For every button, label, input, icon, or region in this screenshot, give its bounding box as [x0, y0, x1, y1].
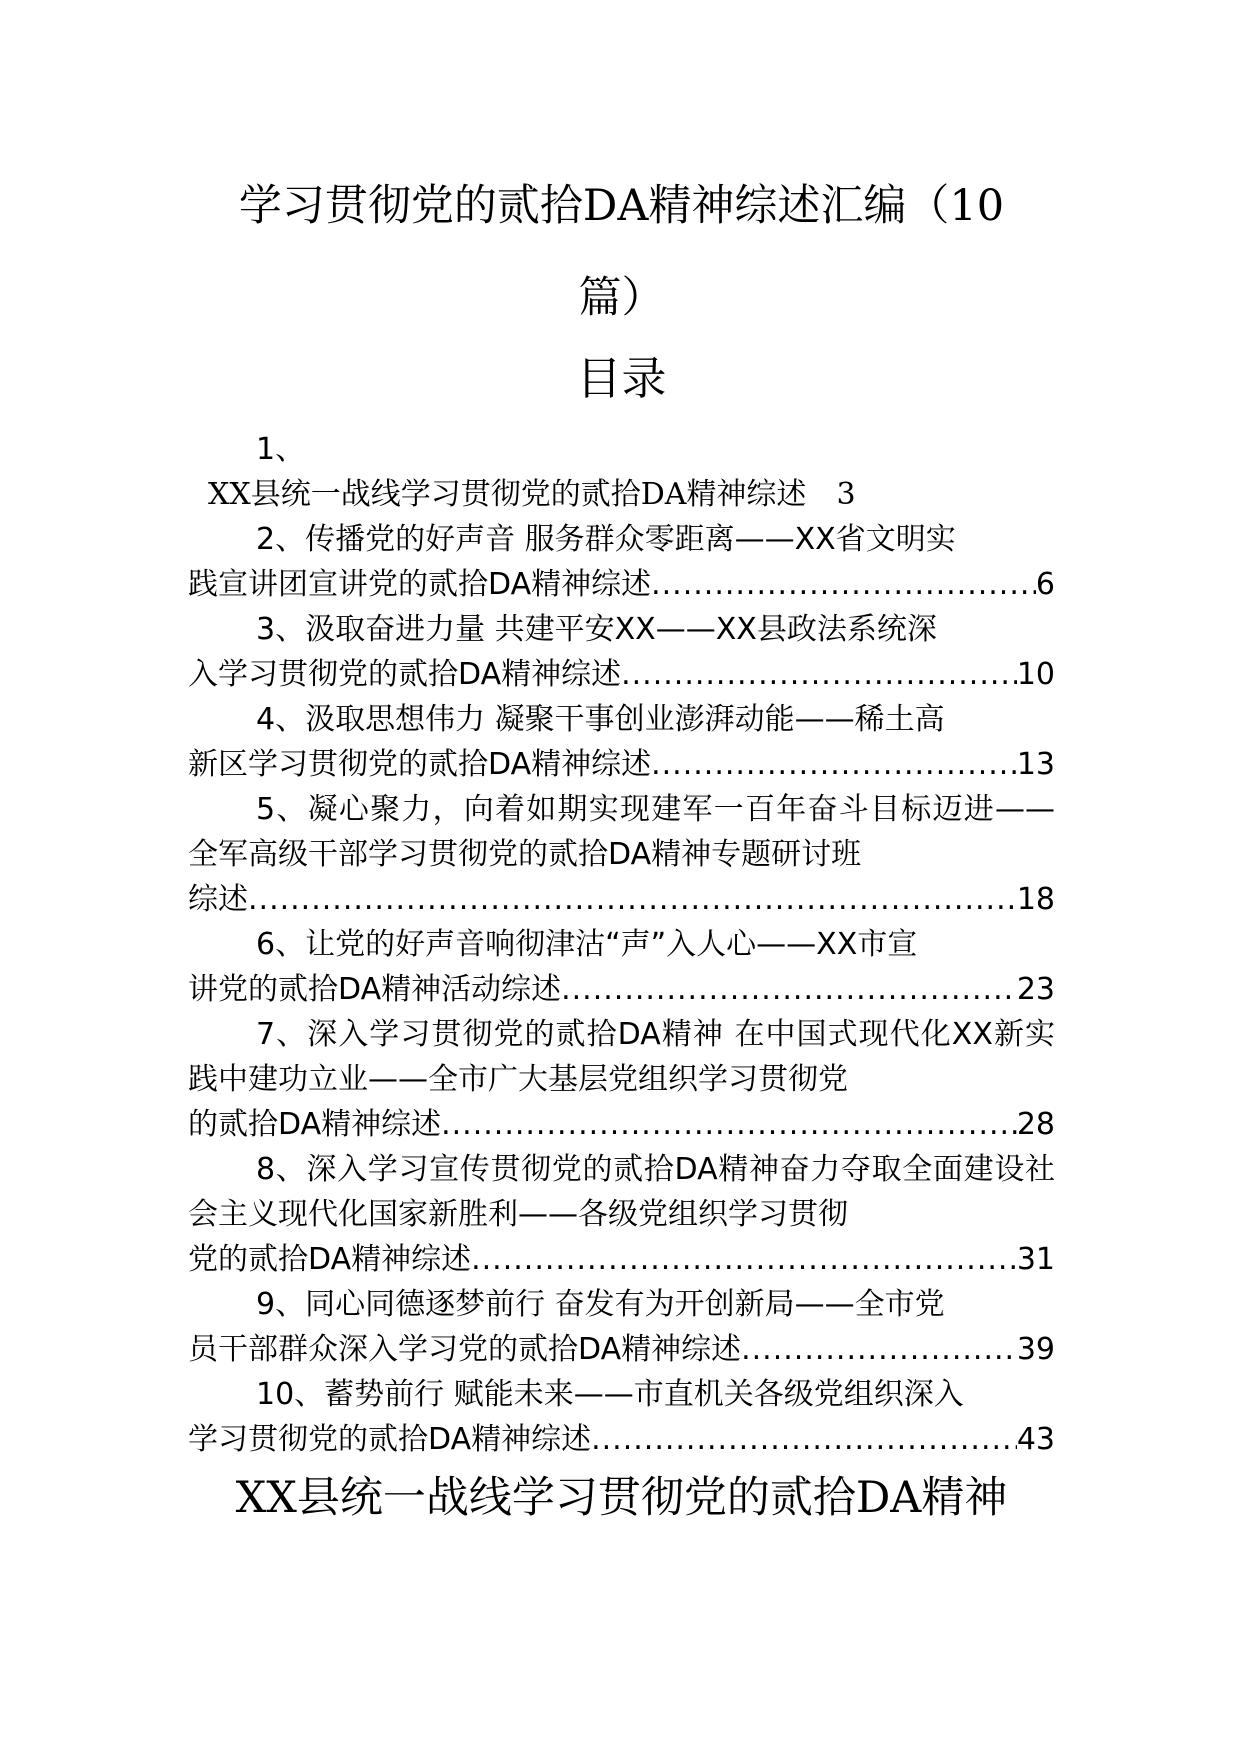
- toc-entry-3[interactable]: [188, 607, 1055, 697]
- toc-entry-title-cont: 综述: [188, 882, 248, 917]
- toc-entry-title: 2、传播党的好声音 服务群众零距离——XX省文明实: [256, 522, 956, 557]
- toc-entry-page: 28: [1016, 1107, 1055, 1142]
- toc-entry-page: 6: [1035, 567, 1055, 602]
- toc-entries: [188, 517, 1055, 1462]
- toc-entry-1-title: XX县统一战线学习贯彻党的贰拾DA精神综述: [208, 477, 807, 512]
- toc-entry-page: 43: [1016, 1422, 1055, 1457]
- toc-entry-title: 6、让党的好声音响彻津沽“声”入人心——XX市宣: [256, 927, 918, 962]
- toc-entry-title-cont: 讲党的贰拾DA精神活动综述: [188, 972, 562, 1007]
- document-title-line2: 篇）: [578, 273, 665, 323]
- toc-entry-1-number[interactable]: 1、: [256, 432, 306, 467]
- toc-entry-title: 10、蓄势前行 赋能未来——市直机关各级党组织深入: [256, 1377, 964, 1412]
- toc-entry-title-cont: 学习贯彻党的贰拾DA精神综述: [188, 1422, 592, 1457]
- toc-entry-title-cont: 新区学习贯彻党的贰拾DA精神综述: [188, 747, 652, 782]
- toc-entry-10[interactable]: [188, 1372, 1055, 1462]
- toc-leader-dots: [441, 1102, 1017, 1147]
- document-title-line1: 学习贯彻党的贰拾DA精神综述汇编（10: [238, 181, 1005, 231]
- toc-leader-dots: [561, 967, 1017, 1012]
- toc-entry-title: 7、深入学习贯彻党的贰拾DA精神 在中国式现代化XX新实践中建功立业——全市广大基层党组织学习贯彻党: [188, 1017, 1055, 1097]
- toc-entry-6[interactable]: [188, 922, 1055, 1012]
- toc-leader-dots: [248, 877, 1017, 922]
- section-title: XX县统一战线学习贯彻党的贰拾DA精神: [235, 1473, 1008, 1523]
- toc-entry-1-page: 3: [836, 477, 856, 512]
- toc-entry-5[interactable]: [188, 787, 1055, 922]
- toc-entry-page: 39: [1016, 1332, 1055, 1367]
- toc-entry-title: 5、凝心聚力，向着如期实现建军一百年奋斗目标迈进——全军高级干部学习贯彻党的贰拾DA精神专题研讨班: [188, 792, 1055, 872]
- toc-leader-dots: [651, 742, 1017, 787]
- toc-entry-title: 8、深入学习宣传贯彻党的贰拾DA精神奋力夺取全面建设社会主义现代化国家新胜利——各级党组织学习贯彻: [188, 1152, 1055, 1232]
- toc-entry-page: 13: [1016, 747, 1055, 782]
- toc-leader-dots: [591, 1417, 1017, 1462]
- toc-leader-dots: [741, 1327, 1017, 1372]
- toc-entry-title-cont: 的贰拾DA精神综述: [188, 1107, 442, 1142]
- toc-entry-title-cont: 入学习贯彻党的贰拾DA精神综述: [188, 657, 622, 692]
- toc-entry-page: 10: [1016, 657, 1055, 692]
- toc-entry-page: 18: [1016, 882, 1055, 917]
- toc-entry-title-cont: 党的贰拾DA精神综述: [188, 1242, 472, 1277]
- toc-leader-dots: [621, 652, 1017, 697]
- document-title: [188, 160, 1055, 344]
- toc-leader-dots: [471, 1237, 1017, 1282]
- toc-entry-8[interactable]: [188, 1147, 1055, 1282]
- toc-entry-title: 3、汲取奋进力量 共建平安XX——XX县政法系统深: [256, 612, 937, 647]
- toc-entry-1[interactable]: [208, 472, 988, 517]
- toc-heading: 目录: [576, 352, 667, 405]
- toc-entry-title-cont: 员干部群众深入学习党的贰拾DA精神综述: [188, 1332, 742, 1367]
- toc-entry-page: 31: [1016, 1242, 1055, 1277]
- toc-entry-7[interactable]: [188, 1012, 1055, 1147]
- toc-entry-title: 9、同心同德逐梦前行 奋发有为开创新局——全市党: [256, 1287, 945, 1322]
- toc-leader-dots: [651, 562, 1036, 607]
- toc-entry-title-cont: 践宣讲团宣讲党的贰拾DA精神综述: [188, 567, 652, 602]
- toc-entry-2[interactable]: [188, 517, 1055, 607]
- toc-entry-9[interactable]: [188, 1282, 1055, 1372]
- toc-entry-title: 4、汲取思想伟力 凝聚干事创业澎湃动能——稀土高: [256, 702, 945, 737]
- toc-entry-page: 23: [1016, 972, 1055, 1007]
- toc-entry-4[interactable]: [188, 697, 1055, 787]
